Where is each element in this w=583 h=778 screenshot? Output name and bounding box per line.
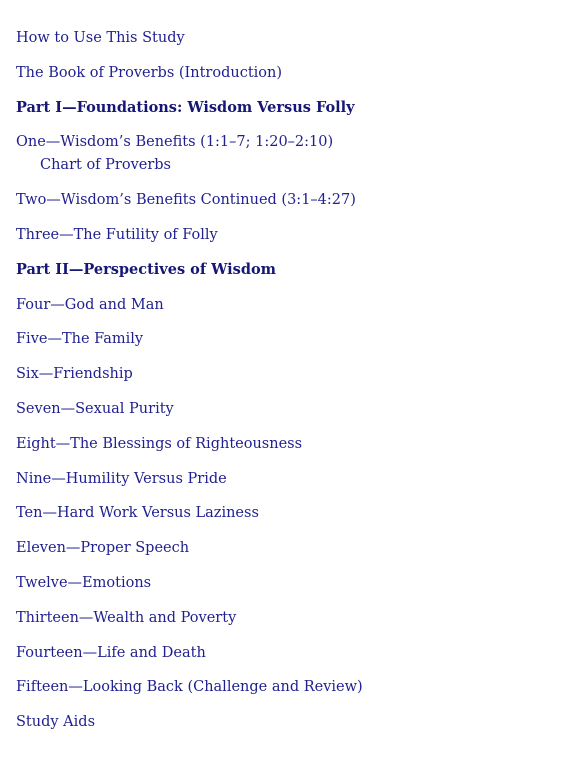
toc-link-chapter-11[interactable]: Eleven—Proper Speech [16,540,190,557]
toc-link-chapter-7[interactable]: Seven—Sexual Purity [16,400,174,417]
toc-link-part-1[interactable]: Part I—Foundations: Wisdom Versus Folly [16,98,355,116]
toc-link-chapter-3[interactable]: Three—The Futility of Folly [16,226,218,243]
table-of-contents [16,28,576,747]
toc-link-part-2[interactable]: Part II—Perspectives of Wisdom [16,260,276,278]
toc-link-chapter-15[interactable]: Fifteen—Looking Back (Challenge and Review) [16,679,363,696]
toc-link-chapter-2[interactable]: Two—Wisdom’s Benefits Continued (3:1–4:27) [16,192,356,209]
toc-link-chapter-1[interactable]: One—Wisdom’s Benefits (1:1–7; 1:20–2:10) [16,134,334,151]
toc-link-chapter-14[interactable]: Fourteen—Life and Death [16,644,206,661]
toc-link-chapter-12[interactable]: Twelve—Emotions [16,574,152,591]
toc-link-chapter-8[interactable]: Eight—The Blessings of Righteousness [16,435,303,452]
toc-link-chart-of-proverbs[interactable]: Chart of Proverbs [40,157,171,174]
toc-link-study-aids[interactable]: Study Aids [16,714,96,731]
toc-link-how-to-use[interactable]: How to Use This Study [16,30,185,46]
toc-link-chapter-10[interactable]: Ten—Hard Work Versus Laziness [16,505,259,522]
toc-link-chapter-4[interactable]: Four—God and Man [16,296,164,313]
toc-link-chapter-13[interactable]: Thirteen—Wealth and Poverty [16,609,237,626]
toc-link-chapter-9[interactable]: Nine—Humility Versus Pride [16,470,227,487]
toc-link-introduction[interactable]: The Book of Proverbs (Introduction) [16,64,283,81]
toc-link-chapter-6[interactable]: Six—Friendship [16,366,133,383]
toc-link-chapter-5[interactable]: Five—The Family [16,331,144,348]
